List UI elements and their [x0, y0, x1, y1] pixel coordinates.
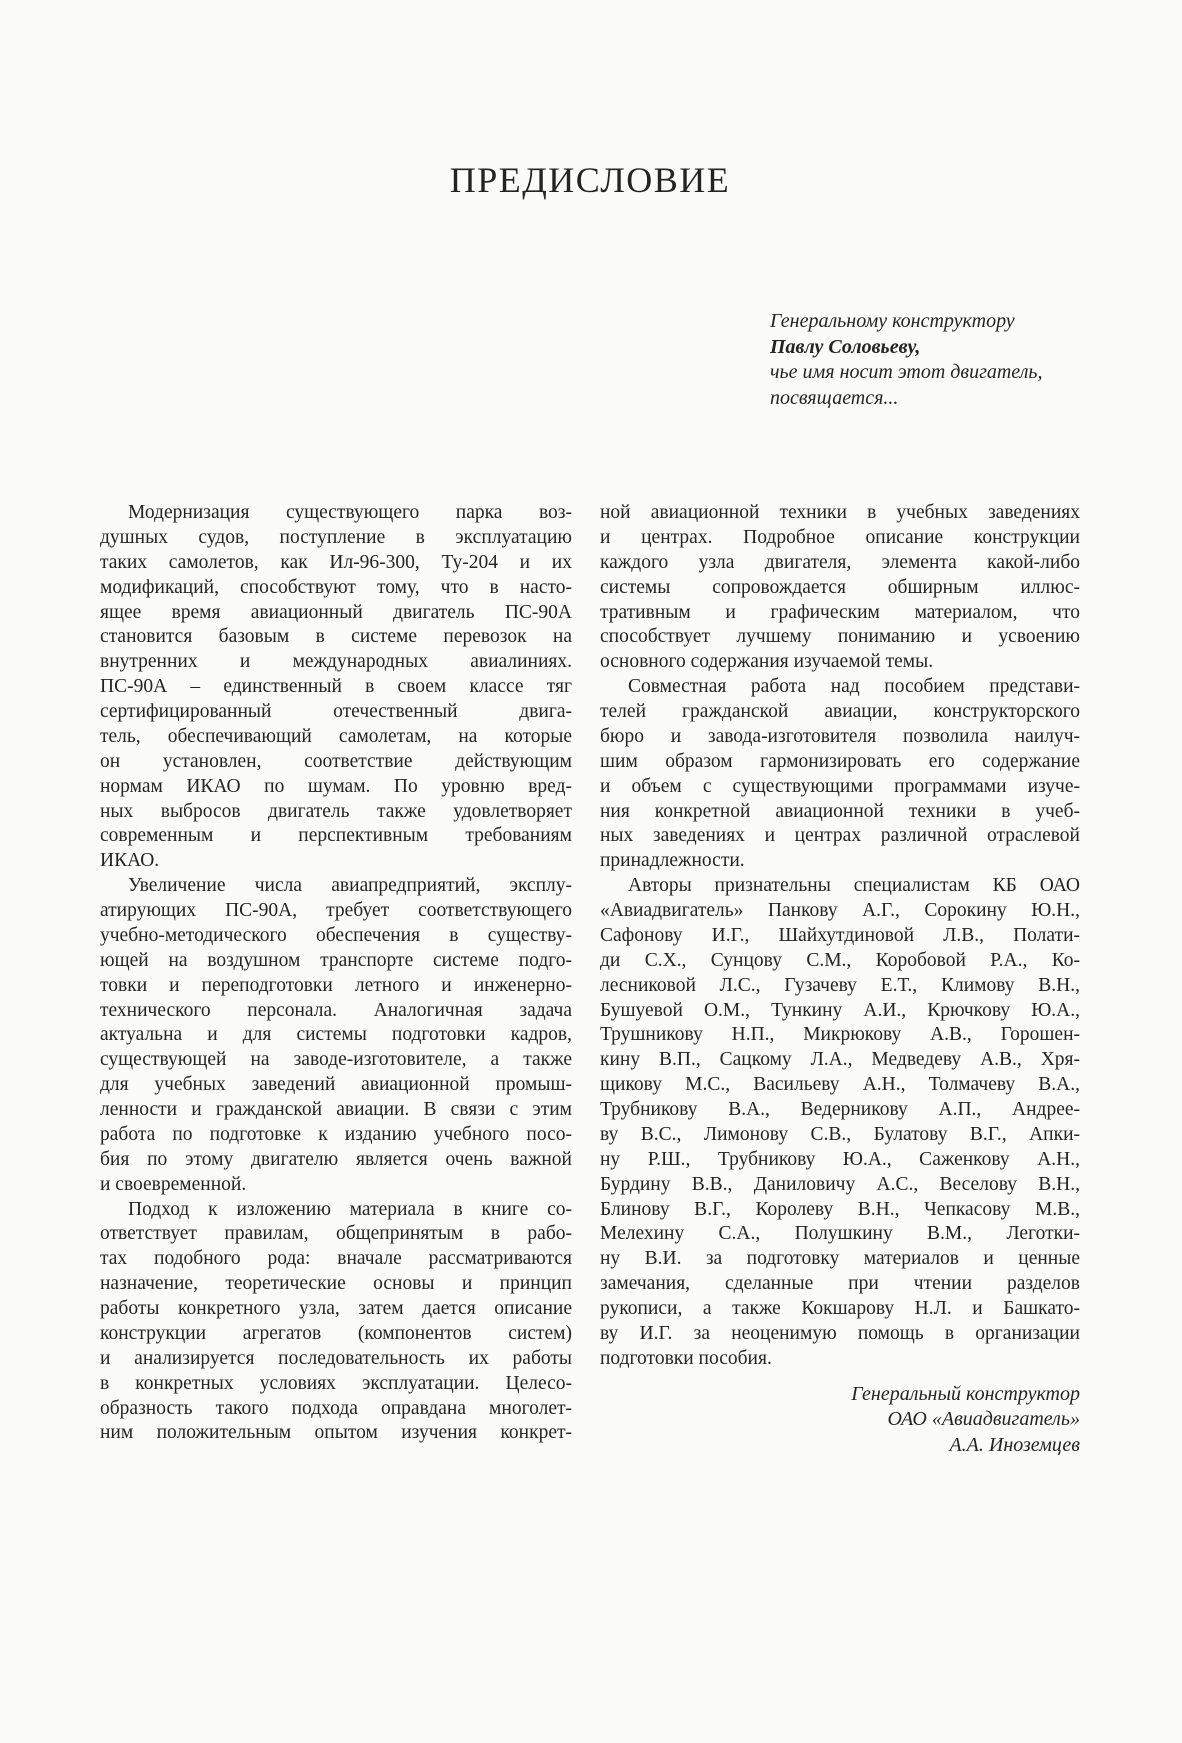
text-line: ной авиационной техники в учебных заведениях — [600, 502, 1080, 523]
text-line: технического персонала. Аналогичная задача — [100, 999, 572, 1021]
text-line: он установлен, соответствие действующим — [100, 750, 572, 772]
text-line: и анализируется последовательность их работы — [100, 1347, 572, 1369]
text-line: работа по подготовке к изданию учебного посо- — [100, 1123, 572, 1145]
text-line: образность такого подхода оправдана многолет- — [100, 1397, 572, 1419]
text-line: сертифицированный отечественный двига- — [100, 701, 572, 722]
body-text — [100, 501, 1080, 1446]
text-line: и своевременной. — [100, 1173, 247, 1195]
dedication-line: посвящается... — [770, 386, 899, 409]
text-line: и объем с существующими программами изуче- — [600, 775, 1080, 797]
text-line: современным и перспективным требованиям — [100, 825, 572, 847]
text-line: учебно-методического обеспечения в существу- — [100, 924, 572, 946]
dedication-line: чье имя носит этот двигатель, — [770, 361, 1043, 383]
text-line: «Авиадвигатель» Панкову А.Г., Сорокину Ю.Н., — [600, 900, 1080, 921]
page-title: ПРЕДИСЛОВИЕ — [449, 160, 731, 200]
text-line: Бурдину В.В., Даниловичу А.С., Веселову В.Н., — [600, 1173, 1080, 1195]
dedication-line: Генеральному конструктору — [770, 310, 1015, 332]
text-line: Блинову В.Г., Королеву В.Н., Чепкасову М.В., — [600, 1198, 1080, 1220]
text-line: ответствует правилам, общепринятым в рабо- — [100, 1223, 572, 1245]
text-line: щикову М.С., Васильеву А.Н., Толмачеву В.А., — [600, 1074, 1080, 1096]
text-line: модификаций, способствуют тому, что в насто- — [100, 576, 572, 598]
text-line: Модернизация существующего парка воз- — [128, 502, 572, 523]
paragraph — [600, 874, 1080, 1372]
text-line: лесниковой Л.С., Гузачеву Е.Т., Климову В.Н., — [600, 974, 1080, 996]
text-line: тель, обеспечивающий самолетам, на которые — [100, 725, 572, 747]
text-line: ну Р.Ш., Трубникову Ю.А., Саженкову А.Н., — [600, 1148, 1080, 1170]
text-line: Совместная работа над пособием представи- — [628, 676, 1080, 698]
text-line: ных заведениях и центрах различной отраслевой — [600, 825, 1080, 847]
text-line: способствует лучшему пониманию и усвоению — [600, 626, 1080, 648]
text-line: становится базовым в системе перевозок на — [100, 626, 572, 648]
text-line: товки и переподготовки летного и инженерно- — [100, 974, 572, 996]
text-line: конструкции агрегатов (компонентов систем) — [100, 1322, 572, 1344]
right-column — [600, 501, 1080, 1446]
text-line: Мелехину С.А., Полушкину В.М., Леготки- — [600, 1223, 1080, 1245]
text-line: ющей на воздушном транспорте системе подго- — [100, 949, 572, 971]
text-line: Трушникову Н.П., Микрюкову А.В., Горошен- — [600, 1024, 1080, 1046]
text-line: ленности и гражданской авиации. В связи с этим — [100, 1099, 572, 1120]
text-line: ных выбросов двигатель также удовлетворяет — [100, 800, 572, 822]
dedication — [770, 309, 1043, 411]
text-line: каждого узла двигателя, элемента какой-либо — [600, 551, 1080, 573]
text-line: атирующих ПС-90А, требует соответствующего — [100, 900, 572, 921]
text-line: принадлежности. — [600, 850, 745, 872]
text-line: ву И.Г. за неоценимую помощь в организации — [600, 1322, 1080, 1344]
signature-position: Генеральный конструктор — [851, 1383, 1080, 1405]
text-line: и центрах. Подробное описание конструкции — [600, 526, 1080, 548]
text-line: тах подобного рода: вначале рассматриваются — [100, 1248, 572, 1270]
paragraph — [100, 874, 572, 1197]
text-line: Трубникову В.А., Ведерникову А.П., Андрее- — [600, 1099, 1080, 1120]
text-line: Бушуевой О.М., Тункину А.И., Крючкову Ю.А., — [600, 999, 1080, 1021]
text-line: Увеличение числа авиапредприятий, эксплу- — [128, 875, 572, 897]
text-line: ним положительным опытом изучения конкрет- — [100, 1422, 572, 1444]
paragraph — [100, 501, 572, 874]
signature-block — [851, 1382, 1080, 1458]
text-line: ну В.И. за подготовку материалов и ценные — [600, 1248, 1080, 1270]
text-line: актуальна и для системы подготовки кадров, — [100, 1024, 572, 1046]
text-line: системы сопровождается обширным иллюс- — [600, 576, 1080, 598]
text-line: Авторы признательны специалистам КБ ОАО — [628, 875, 1080, 897]
text-line: работы конкретного узла, затем дается описание — [100, 1298, 572, 1319]
text-line: телей гражданской авиации, конструкторского — [600, 701, 1080, 722]
text-line: ния конкретной авиационной техники в учеб- — [600, 800, 1080, 822]
paragraph — [100, 1198, 572, 1447]
left-column — [100, 501, 572, 1446]
text-line: ву В.С., Лимонову С.В., Булатову В.Г., Апки- — [600, 1123, 1080, 1145]
text-line: для учебных заведений авиационной промыш- — [100, 1074, 572, 1096]
text-line: замечания, сделанные при чтении разделов — [600, 1273, 1080, 1295]
text-line: таких самолетов, как Ил-96-300, Ту-204 и их — [100, 551, 572, 573]
text-line: ящее время авиационный двигатель ПС-90А — [100, 601, 572, 623]
text-line: основного содержания изучаемой темы. — [600, 651, 934, 673]
text-line: Подход к изложению материала в книге со- — [128, 1198, 572, 1220]
text-line: кину В.П., Сацкому Л.А., Медведеву А.В., Хря- — [600, 1049, 1080, 1071]
text-line: подготовки пособия. — [600, 1347, 772, 1369]
paragraph — [600, 675, 1080, 874]
text-line: тративным и графическим материалом, что — [600, 601, 1080, 623]
signature-name: А.А. Иноземцев — [949, 1433, 1080, 1456]
text-line: рукописи, а также Кокшарову Н.Л. и Башкато- — [600, 1298, 1080, 1319]
dedication-line-name: Павлу Соловьеву, — [770, 335, 921, 358]
text-line: бюро и завода-изготовителя позволила наилуч- — [600, 725, 1080, 747]
text-line: нормам ИКАО по шумам. По уровню вред- — [100, 775, 572, 797]
text-line: бия по этому двигателю является очень важной — [100, 1148, 572, 1170]
text-line: существующей на заводе-изготовителе, а также — [100, 1049, 572, 1071]
text-line: назначение, теоретические основы и принцип — [100, 1273, 572, 1295]
text-line: душных судов, поступление в эксплуатацию — [100, 526, 572, 548]
text-line: Сафонову И.Г., Шайхутдиновой Л.В., Полати- — [600, 924, 1080, 946]
text-line: внутренних и международных авиалиниях. — [100, 651, 572, 673]
text-line: шим образом гармонизировать его содержание — [600, 750, 1080, 772]
signature-company: ОАО «Авиадвигатель» — [887, 1408, 1080, 1431]
text-line: ди С.Х., Сунцову С.М., Коробовой Р.А., Ко- — [600, 949, 1080, 971]
text-line: ПС-90А – единственный в своем классе тяг — [100, 676, 572, 698]
paragraph — [600, 501, 1080, 675]
text-line: в конкретных условиях эксплуатации. Целесо- — [100, 1372, 572, 1394]
text-line: ИКАО. — [100, 850, 160, 872]
